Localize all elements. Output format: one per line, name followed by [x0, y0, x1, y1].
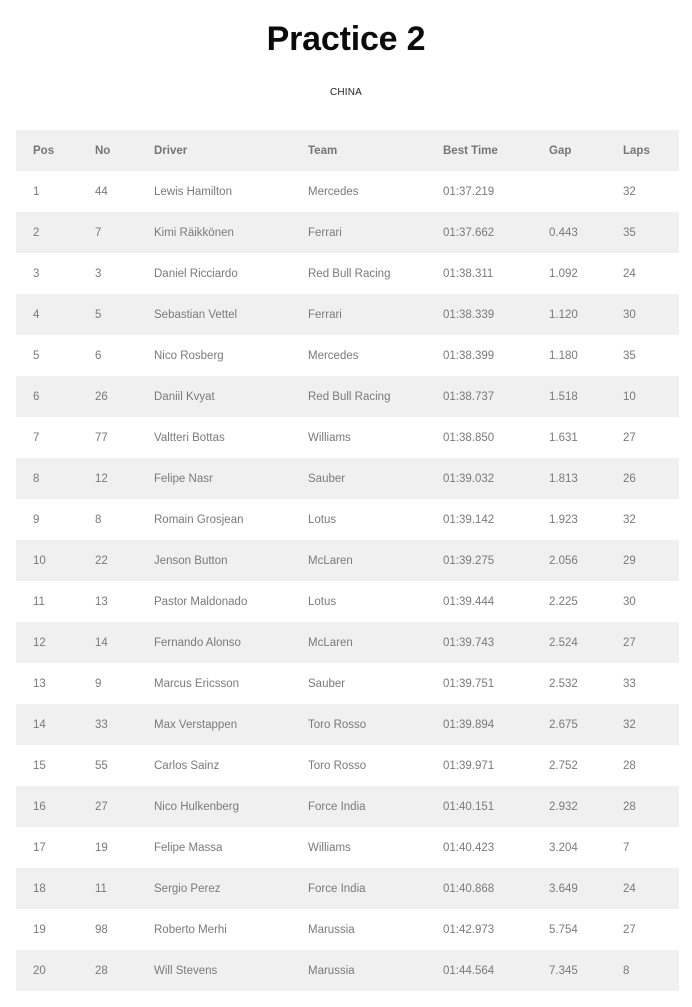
cell-car-number: 11 [95, 868, 154, 909]
cell-car-number: 28 [95, 950, 154, 991]
table-row [16, 376, 679, 417]
cell-best-time: 01:44.564 [443, 950, 549, 991]
table-row [16, 622, 679, 663]
cell-best-time: 01:38.311 [443, 253, 549, 294]
cell-pos: 10 [16, 540, 95, 581]
cell-pos: 19 [16, 909, 95, 950]
cell-team: Red Bull Racing [308, 376, 443, 417]
cell-car-number: 9 [95, 663, 154, 704]
cell-car-number: 26 [95, 376, 154, 417]
cell-pos: 9 [16, 499, 95, 540]
table-row [16, 499, 679, 540]
cell-team: Williams [308, 417, 443, 458]
cell-laps: 28 [623, 786, 679, 827]
cell-driver: Max Verstappen [154, 704, 308, 745]
cell-team: Williams [308, 827, 443, 868]
cell-best-time: 01:38.399 [443, 335, 549, 376]
cell-laps: 32 [623, 704, 679, 745]
cell-pos: 4 [16, 294, 95, 335]
cell-car-number: 13 [95, 581, 154, 622]
cell-best-time: 01:39.032 [443, 458, 549, 499]
results-body [16, 171, 679, 991]
cell-pos: 5 [16, 335, 95, 376]
cell-best-time: 01:38.850 [443, 417, 549, 458]
page-title: Practice 2 [266, 20, 426, 58]
cell-best-time: 01:39.971 [443, 745, 549, 786]
cell-team: Force India [308, 868, 443, 909]
cell-car-number: 27 [95, 786, 154, 827]
cell-gap: 1.923 [549, 499, 623, 540]
cell-car-number: 14 [95, 622, 154, 663]
table-row [16, 540, 679, 581]
cell-gap: 1.813 [549, 458, 623, 499]
cell-laps: 35 [623, 335, 679, 376]
cell-gap: 1.631 [549, 417, 623, 458]
cell-laps: 27 [623, 909, 679, 950]
cell-best-time: 01:38.339 [443, 294, 549, 335]
cell-driver: Sergio Perez [154, 868, 308, 909]
cell-gap: 1.180 [549, 335, 623, 376]
table-row [16, 786, 679, 827]
cell-best-time: 01:40.868 [443, 868, 549, 909]
cell-laps: 32 [623, 171, 679, 212]
cell-team: Sauber [308, 458, 443, 499]
results-table [16, 130, 679, 991]
cell-best-time: 01:39.444 [443, 581, 549, 622]
cell-best-time: 01:38.737 [443, 376, 549, 417]
cell-driver: Lewis Hamilton [154, 171, 308, 212]
cell-driver: Felipe Massa [154, 827, 308, 868]
column-header-laps: Laps [623, 130, 679, 171]
cell-gap: 3.649 [549, 868, 623, 909]
cell-best-time: 01:40.423 [443, 827, 549, 868]
cell-car-number: 19 [95, 827, 154, 868]
table-row [16, 335, 679, 376]
cell-pos: 6 [16, 376, 95, 417]
table-row [16, 212, 679, 253]
cell-driver: Valtteri Bottas [154, 417, 308, 458]
cell-laps: 30 [623, 581, 679, 622]
cell-gap: 2.225 [549, 581, 623, 622]
cell-car-number: 6 [95, 335, 154, 376]
cell-team: Toro Rosso [308, 704, 443, 745]
cell-gap: 2.056 [549, 540, 623, 581]
cell-team: Lotus [308, 499, 443, 540]
cell-team: Force India [308, 786, 443, 827]
cell-laps: 33 [623, 663, 679, 704]
cell-driver: Daniel Ricciardo [154, 253, 308, 294]
cell-team: Mercedes [308, 335, 443, 376]
cell-gap: 1.120 [549, 294, 623, 335]
cell-team: Marussia [308, 950, 443, 991]
cell-team: Sauber [308, 663, 443, 704]
table-row [16, 745, 679, 786]
column-header-driver: Driver [154, 130, 308, 171]
cell-best-time: 01:40.151 [443, 786, 549, 827]
table-header-row [16, 130, 679, 171]
cell-laps: 35 [623, 212, 679, 253]
cell-pos: 7 [16, 417, 95, 458]
cell-best-time: 01:39.894 [443, 704, 549, 745]
cell-driver: Nico Hulkenberg [154, 786, 308, 827]
table-row [16, 458, 679, 499]
cell-gap: 2.675 [549, 704, 623, 745]
cell-driver: Fernando Alonso [154, 622, 308, 663]
column-header-team: Team [308, 130, 443, 171]
cell-laps: 29 [623, 540, 679, 581]
cell-laps: 24 [623, 253, 679, 294]
cell-car-number: 55 [95, 745, 154, 786]
cell-car-number: 7 [95, 212, 154, 253]
cell-team: Marussia [308, 909, 443, 950]
cell-gap: 2.524 [549, 622, 623, 663]
cell-best-time: 01:37.662 [443, 212, 549, 253]
cell-team: Red Bull Racing [308, 253, 443, 294]
table-row [16, 171, 679, 212]
cell-car-number: 98 [95, 909, 154, 950]
table-row [16, 581, 679, 622]
cell-pos: 3 [16, 253, 95, 294]
cell-laps: 7 [623, 827, 679, 868]
cell-gap: 3.204 [549, 827, 623, 868]
cell-pos: 13 [16, 663, 95, 704]
cell-laps: 10 [623, 376, 679, 417]
cell-laps: 24 [623, 868, 679, 909]
column-header-best-time: Best Time [443, 130, 549, 171]
cell-gap: 2.532 [549, 663, 623, 704]
cell-car-number: 5 [95, 294, 154, 335]
cell-team: Mercedes [308, 171, 443, 212]
table-row [16, 663, 679, 704]
table-row [16, 909, 679, 950]
column-header-no: No [95, 130, 154, 171]
cell-car-number: 8 [95, 499, 154, 540]
cell-driver: Romain Grosjean [154, 499, 308, 540]
cell-gap: 7.345 [549, 950, 623, 991]
cell-team: McLaren [308, 540, 443, 581]
cell-driver: Roberto Merhi [154, 909, 308, 950]
cell-gap: 0.443 [549, 212, 623, 253]
cell-laps: 30 [623, 294, 679, 335]
cell-pos: 12 [16, 622, 95, 663]
cell-team: Ferrari [308, 294, 443, 335]
cell-gap: 1.092 [549, 253, 623, 294]
cell-pos: 20 [16, 950, 95, 991]
cell-laps: 32 [623, 499, 679, 540]
cell-car-number: 3 [95, 253, 154, 294]
cell-best-time: 01:42.973 [443, 909, 549, 950]
cell-laps: 8 [623, 950, 679, 991]
cell-driver: Kimi Räikkönen [154, 212, 308, 253]
cell-gap: 5.754 [549, 909, 623, 950]
cell-driver: Nico Rosberg [154, 335, 308, 376]
cell-laps: 28 [623, 745, 679, 786]
cell-car-number: 12 [95, 458, 154, 499]
cell-laps: 27 [623, 417, 679, 458]
cell-driver: Carlos Sainz [154, 745, 308, 786]
cell-team: Lotus [308, 581, 443, 622]
cell-pos: 8 [16, 458, 95, 499]
cell-best-time: 01:37.219 [443, 171, 549, 212]
table-row [16, 417, 679, 458]
table-row [16, 253, 679, 294]
cell-team: Ferrari [308, 212, 443, 253]
cell-pos: 16 [16, 786, 95, 827]
table-row [16, 950, 679, 991]
cell-gap [549, 171, 623, 212]
cell-team: Toro Rosso [308, 745, 443, 786]
cell-driver: Sebastian Vettel [154, 294, 308, 335]
cell-best-time: 01:39.751 [443, 663, 549, 704]
cell-car-number: 44 [95, 171, 154, 212]
cell-driver: Marcus Ericsson [154, 663, 308, 704]
cell-gap: 2.752 [549, 745, 623, 786]
table-row [16, 294, 679, 335]
cell-driver: Pastor Maldonado [154, 581, 308, 622]
column-header-gap: Gap [549, 130, 623, 171]
cell-driver: Felipe Nasr [154, 458, 308, 499]
cell-gap: 1.518 [549, 376, 623, 417]
cell-car-number: 33 [95, 704, 154, 745]
cell-pos: 1 [16, 171, 95, 212]
cell-pos: 15 [16, 745, 95, 786]
cell-car-number: 22 [95, 540, 154, 581]
cell-laps: 26 [623, 458, 679, 499]
table-row [16, 868, 679, 909]
race-location: CHINA [329, 87, 363, 98]
table-row [16, 827, 679, 868]
cell-best-time: 01:39.142 [443, 499, 549, 540]
cell-driver: Jenson Button [154, 540, 308, 581]
cell-team: McLaren [308, 622, 443, 663]
cell-pos: 2 [16, 212, 95, 253]
cell-pos: 14 [16, 704, 95, 745]
cell-pos: 11 [16, 581, 95, 622]
cell-pos: 17 [16, 827, 95, 868]
cell-driver: Daniil Kvyat [154, 376, 308, 417]
cell-driver: Will Stevens [154, 950, 308, 991]
cell-pos: 18 [16, 868, 95, 909]
table-row [16, 704, 679, 745]
cell-best-time: 01:39.743 [443, 622, 549, 663]
cell-best-time: 01:39.275 [443, 540, 549, 581]
cell-laps: 27 [623, 622, 679, 663]
cell-car-number: 77 [95, 417, 154, 458]
cell-gap: 2.932 [549, 786, 623, 827]
column-header-pos: Pos [16, 130, 95, 171]
